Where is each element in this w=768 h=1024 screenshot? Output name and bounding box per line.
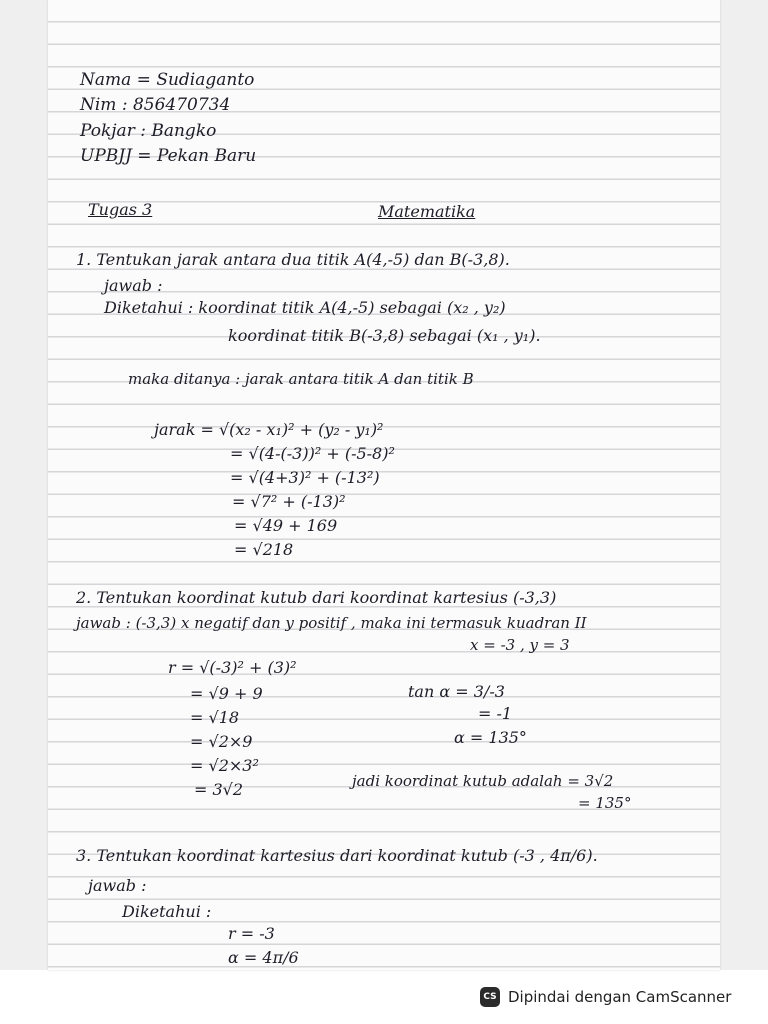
problem2-r-step-1: r = √(-3)² + (3)² bbox=[168, 658, 297, 677]
assignment-title: Tugas 3 bbox=[88, 200, 153, 219]
problem2-question: 2. Tentukan koordinat kutub dari koordinat kartesius (-3,3) bbox=[76, 588, 557, 607]
problem2-conclusion: jadi koordinat kutub adalah = 3√2 bbox=[352, 772, 614, 790]
problem2-r-step-6: = 3√2 bbox=[194, 780, 244, 799]
problem2-tan-step-1: tan α = 3/-3 bbox=[408, 682, 505, 701]
nim-line: Nim : 856470734 bbox=[80, 95, 231, 115]
problem1-asked: maka ditanya : jarak antara titik A dan titik B bbox=[128, 370, 474, 388]
problem3-alpha: α = 4π/6 bbox=[228, 948, 299, 967]
problem3-known: Diketahui : bbox=[122, 902, 212, 921]
problem2-r-step-3: = √18 bbox=[190, 708, 240, 727]
problem1-step-4: = √7² + (-13)² bbox=[232, 492, 346, 511]
name-line: Nama = Sudiaganto bbox=[80, 70, 255, 90]
problem1-step-6: = √218 bbox=[234, 540, 294, 559]
problem1-question: 1. Tentukan jarak antara dua titik A(4,-5) dan B(-3,8). bbox=[76, 250, 510, 269]
camscanner-text: Dipindai dengan CamScanner bbox=[508, 988, 732, 1006]
upbjj-line: UPBJJ = Pekan Baru bbox=[80, 146, 257, 166]
camscanner-logo-icon: CS bbox=[480, 987, 500, 1007]
pokjar-line: Pokjar : Bangko bbox=[80, 121, 217, 141]
problem2-r-step-5: = √2×3² bbox=[190, 756, 259, 775]
problem3-answer-label: jawab : bbox=[88, 876, 147, 895]
problem2-xy: x = -3 , y = 3 bbox=[470, 636, 570, 654]
problem3-question: 3. Tentukan koordinat kartesius dari koordinat kutub (-3 , 4π/6). bbox=[76, 846, 598, 865]
problem1-step-3: = √(4+3)² + (-13²) bbox=[230, 468, 380, 487]
camscanner-watermark bbox=[480, 984, 731, 1010]
problem1-known-a: Diketahui : koordinat titik A(4,-5) sebagai (x₂ , y₂) bbox=[104, 298, 506, 317]
problem1-step-5: = √49 + 169 bbox=[234, 516, 338, 535]
subject-title: Matematika bbox=[378, 202, 476, 221]
problem2-tan-step-3: α = 135° bbox=[454, 728, 527, 747]
problem2-conclusion-angle: = 135° bbox=[578, 794, 632, 812]
problem1-step-2: = √(4-(-3))² + (-5-8)² bbox=[230, 444, 395, 463]
problem1-known-b: koordinat titik B(-3,8) sebagai (x₁ , y₁). bbox=[228, 326, 541, 345]
problem2-r-step-2: = √9 + 9 bbox=[190, 684, 263, 703]
problem1-answer-label: jawab : bbox=[104, 276, 163, 295]
problem1-step-1: jarak = √(x₂ - x₁)² + (y₂ - y₁)² bbox=[154, 420, 384, 439]
scan-border-right bbox=[720, 0, 768, 970]
problem3-r: r = -3 bbox=[228, 924, 275, 943]
scan-border-left bbox=[0, 0, 48, 970]
problem2-answer-line: jawab : (-3,3) x negatif dan y positif , maka ini termasuk kuadran II bbox=[76, 614, 587, 632]
problem2-tan-step-2: = -1 bbox=[478, 704, 513, 723]
problem2-r-step-4: = √2×9 bbox=[190, 732, 253, 751]
